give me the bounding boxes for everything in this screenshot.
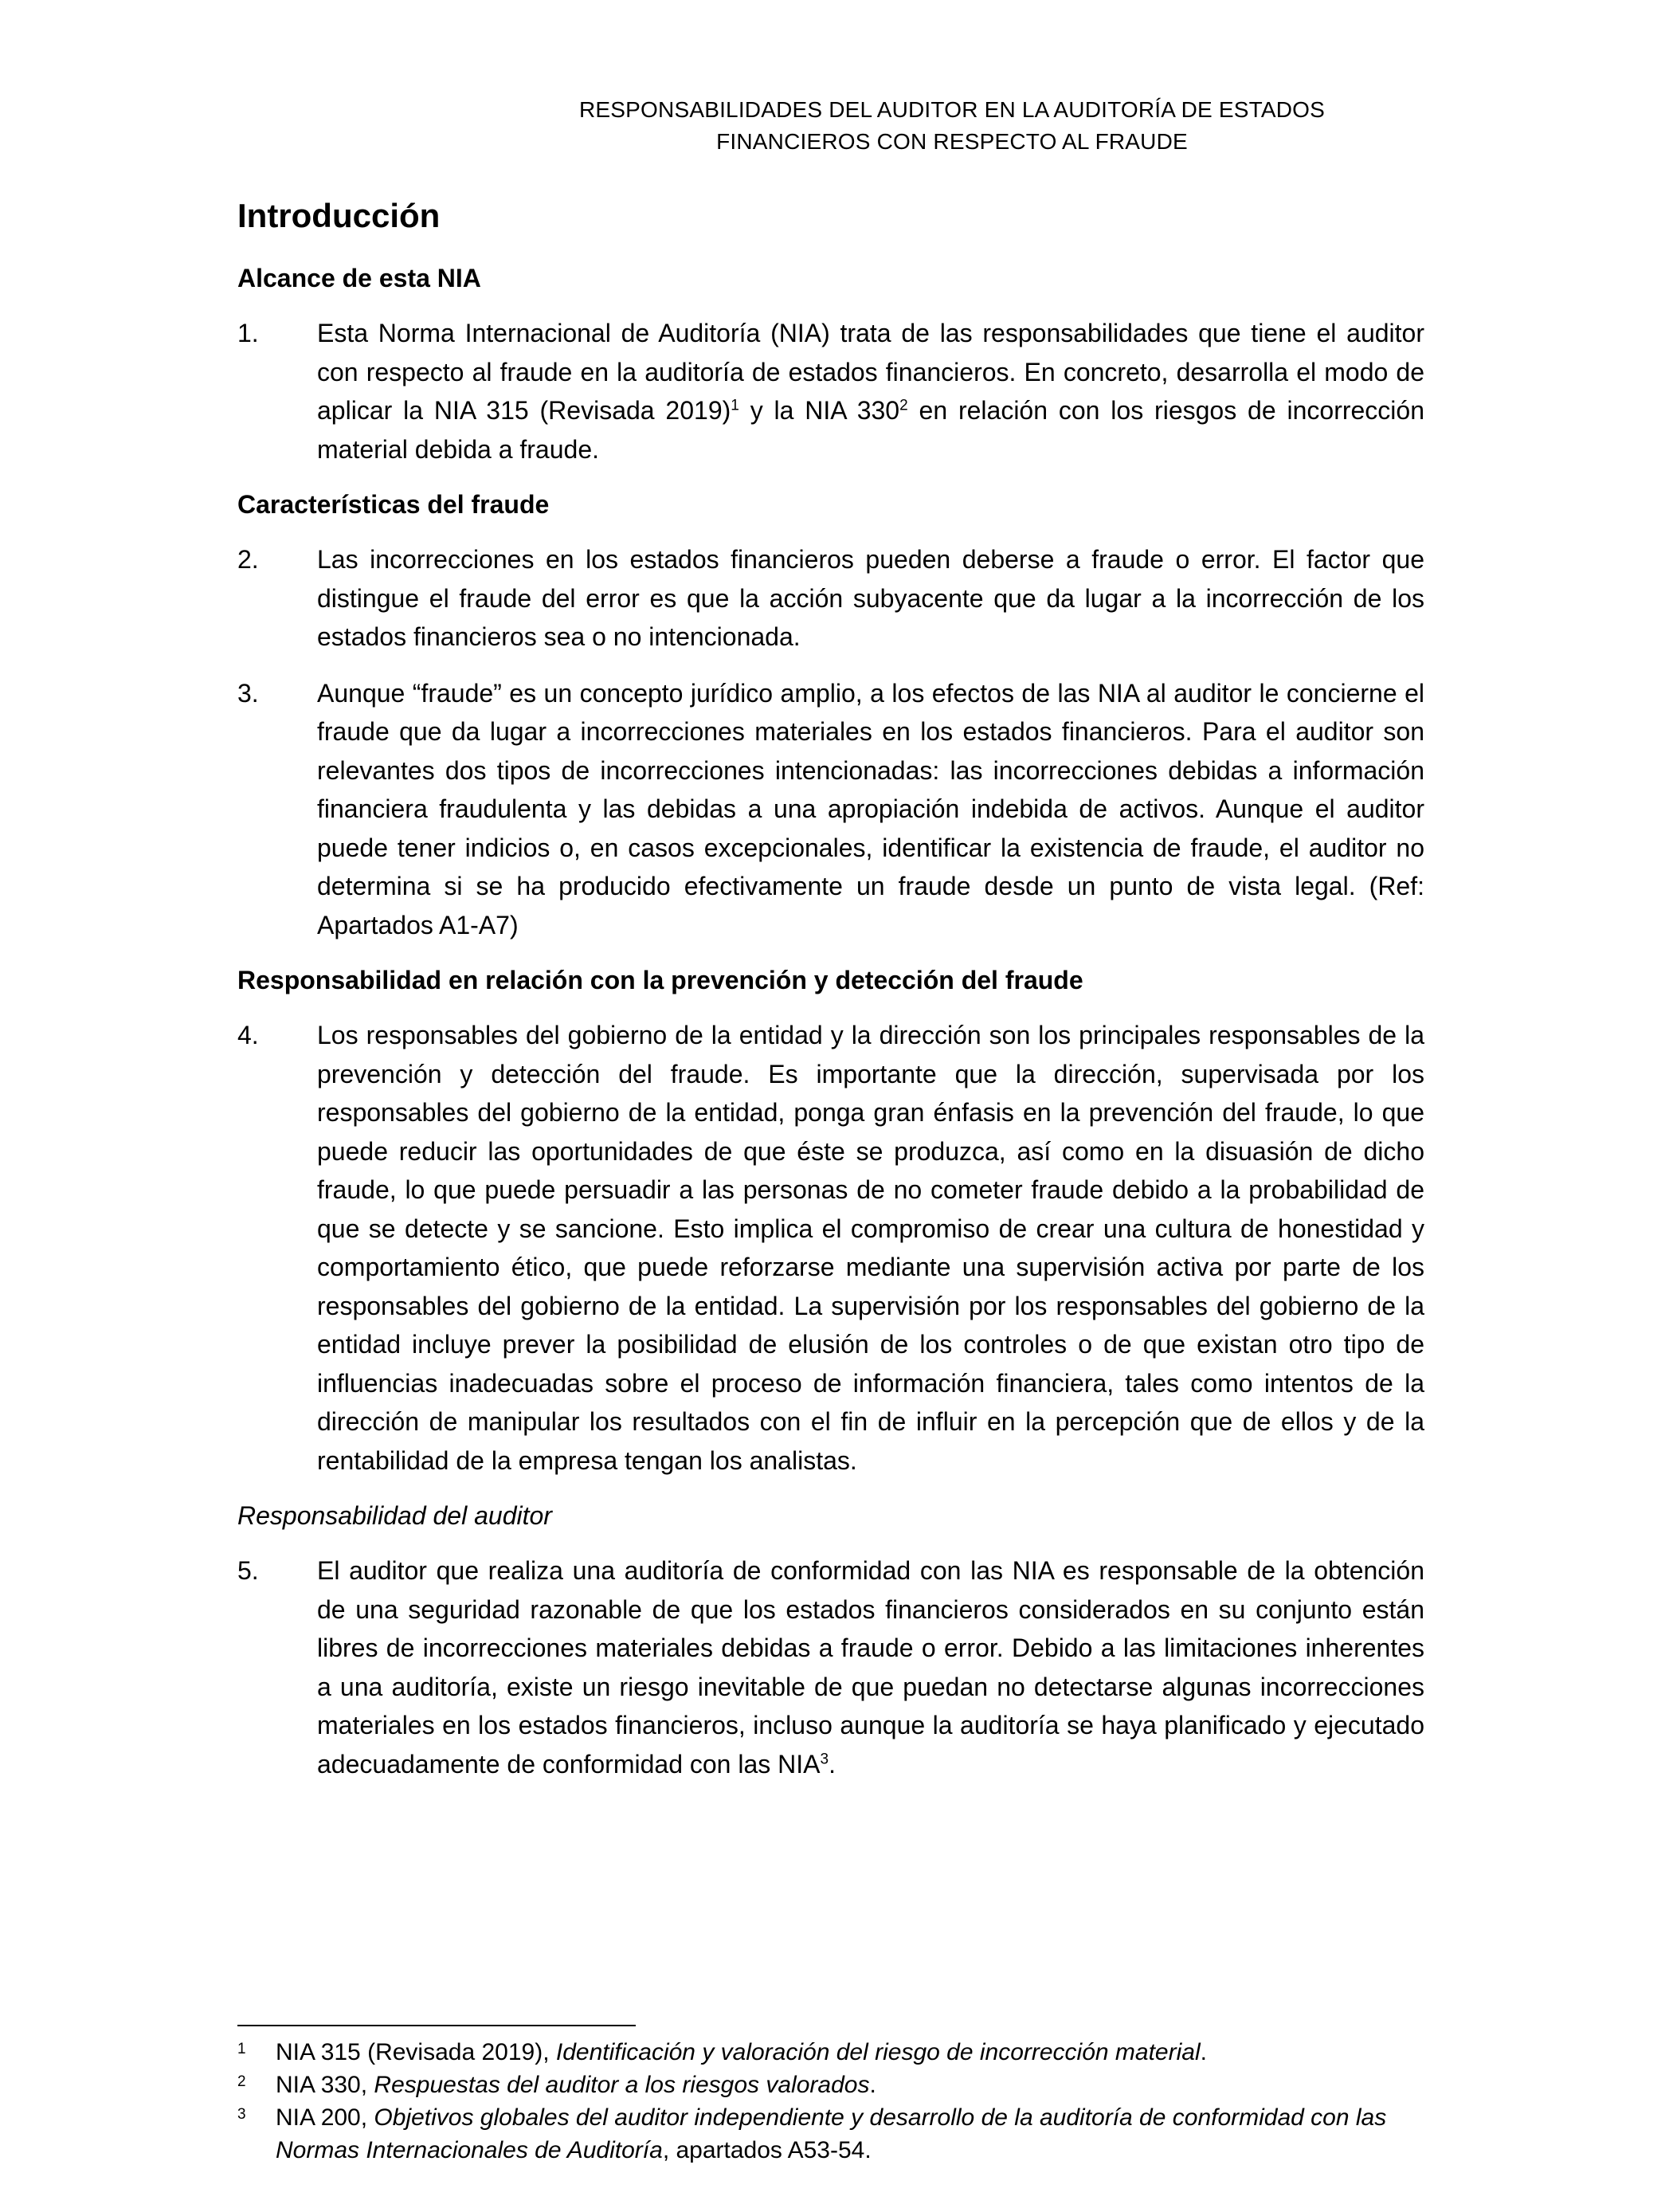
paragraph-number: 4.: [237, 1021, 259, 1049]
section-title: Introducción: [237, 197, 441, 234]
paragraph-text: en relación con los riesgos de incorrección material debida a fraude.: [317, 396, 1424, 464]
paragraph-3: [237, 674, 1424, 945]
footnote-mark: 1: [237, 2041, 246, 2057]
paragraph-end: .: [829, 1749, 836, 1779]
footnote-text: NIA 315 (Revisada 2019),: [276, 2039, 556, 2065]
paragraph-text: Los responsables del gobierno de la entidad y la dirección son los principales responsables de la prevención y detección del fraude. Es importante que la dirección, supervisada por los responsables del gobierno de la entidad, ponga gran énfasis en la prevención del fraude, lo que puede reducir las oportunidades de que éste se produzca, así como en la disuasión de dicho fraude, lo que puede persuadir a las personas de no cometer fraude debido a la probabilidad de que se detecte y se sancione. Esto implica el compromiso de crear una cultura de honestidad y comportamiento ético, que puede reforzarse mediante una supervisión activa por parte de los responsables del gobierno de la entidad. La supervisión por los responsables del gobierno de la entidad incluye prever la posibilidad de elusión de los controles o de que existan otro tipo de influencias inadecuadas sobre el proceso de información financiera, tales como intentos de la dirección de manipular los resultados con el fin de influir en la percepción que de ellos y de la rentabilidad de la empresa tengan los analistas.: [317, 1021, 1424, 1475]
footnote-title: Objetivos globales del auditor independiente y desarrollo de la auditoría de conformidad con las Normas Internacionales de Auditoría: [276, 2104, 1387, 2163]
paragraph-text: Esta Norma Internacional de Auditoría (NIA) trata de las responsabilidades que tiene el auditor con respecto al fraude en la auditoría de estados financieros. En concreto, desarrolla el modo de aplicar la NIA 315 (Revisada 2019): [317, 319, 1424, 425]
paragraph-1: [237, 314, 1424, 469]
footnote-1: [237, 2036, 1424, 2069]
footnote-tail: .: [1200, 2039, 1207, 2065]
paragraph-number: 5.: [237, 1556, 259, 1585]
paragraph-number: 3.: [237, 678, 259, 708]
subheading-alcance: Alcance de esta NIA: [237, 264, 481, 292]
paragraph-4: [237, 1016, 1424, 1480]
footnote-title: Respuestas del auditor a los riesgos valorados: [374, 2072, 870, 2098]
footnote-mark: 2: [237, 2073, 246, 2090]
running-header-line-2: FINANCIEROS CON RESPECTO AL FRAUDE: [716, 129, 1188, 154]
footnote-reference-1[interactable]: 1: [731, 397, 739, 414]
footnote-3: [237, 2101, 1424, 2167]
subheading-responsabilidad-auditor: Responsabilidad del auditor: [237, 1501, 552, 1530]
paragraph-2: [237, 540, 1424, 657]
footnote-2: [237, 2069, 1424, 2101]
footnote-reference-2[interactable]: 2: [899, 397, 908, 414]
paragraph-5: [237, 1551, 1424, 1783]
running-header: [239, 94, 1665, 158]
subheading-responsabilidad: Responsabilidad en relación con la prevención y detección del fraude: [237, 966, 1083, 994]
paragraph-text: Aunque “fraude” es un concepto jurídico amplio, a los efectos de las NIA al auditor le concierne el fraude que da lugar a incorrecciones materiales en los estados financieros. Para el auditor son relevantes dos tipos de incorrecciones intencionadas: las incorrecciones debidas a información financiera fraudulenta y las debidas a una apropiación indebida de activos. Aunque el auditor puede tener indicios o, en casos excepcionales, identificar la existencia de fraude, el auditor no determina si se ha producido efectivamente un fraude desde un punto de vista legal. (Ref: Apartados A1-A7): [317, 678, 1424, 939]
paragraph-number: 2.: [237, 545, 259, 574]
running-header-line-1: RESPONSABILIDADES DEL AUDITOR EN LA AUDITORÍA DE ESTADOS: [579, 97, 1325, 122]
document-body: [237, 193, 1424, 1801]
footnote-title: Identificación y valoración del riesgo de incorrección material: [555, 2039, 1201, 2065]
subheading-caracteristicas: Características del fraude: [237, 490, 550, 519]
paragraph-text: y la NIA 330: [739, 396, 900, 425]
footnote-mark: 3: [237, 2106, 246, 2123]
footnotes: [237, 2036, 1424, 2167]
footnote-separator: [237, 2025, 636, 2026]
footnote-tail: , apartados A53-54.: [662, 2137, 872, 2163]
footnote-text: NIA 330,: [276, 2072, 374, 2098]
paragraph-text: Las incorrecciones en los estados financieros pueden deberse a fraude o error. El factor que distingue el fraude del error es que la acción subyacente que da lugar a la incorrección de los estados financieros sea o no intencionada.: [317, 545, 1424, 651]
footnote-text: NIA 200,: [276, 2104, 374, 2131]
paragraph-number: 1.: [237, 319, 259, 347]
paragraph-text: El auditor que realiza una auditoría de conformidad con las NIA es responsable de la obtención de una seguridad razonable de que los estados financieros considerados en su conjunto están libres de incorrecciones materiales debidas a fraude o error. Debido a las limitaciones inherentes a una auditoría, existe un riesgo inevitable de que puedan no detectarse algunas incorrecciones materiales en los estados financieros, incluso aunque la auditoría se haya planificado y ejecutado adecuadamente de conformidad con las NIA: [317, 1556, 1424, 1779]
footnote-reference-3[interactable]: 3: [820, 1750, 829, 1767]
footnote-tail: .: [869, 2072, 876, 2098]
